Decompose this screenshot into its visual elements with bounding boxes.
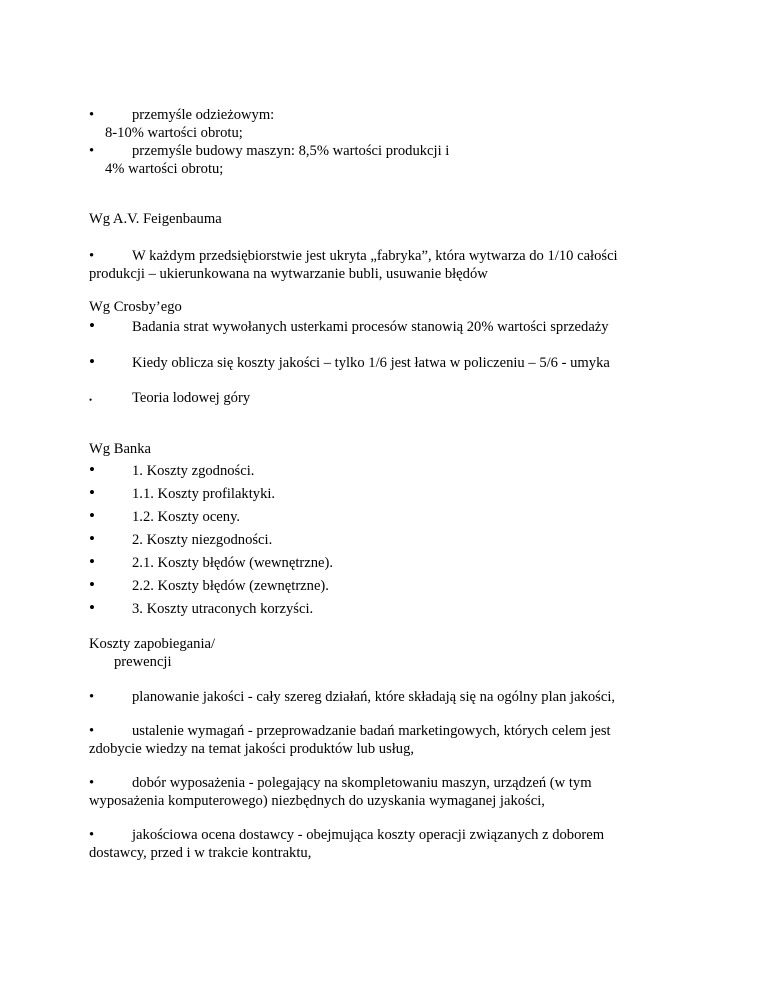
banka-item: 2. Koszty niezgodności. [132,532,273,548]
prevention-item-line1: ustalenie wymagań - przeprowadzanie badań marketingowych, których celem jest [132,723,611,739]
banka-item: 1.1. Koszty profilaktyki. [132,486,276,502]
bullet: • [89,352,95,371]
prevention-item-line2: dostawcy, przed i w trakcie kontraktu, [89,845,312,861]
banka-item: 3. Koszty utraconych korzyści. [132,601,314,617]
bullet: • [89,575,95,594]
banka-item: 1.2. Koszty oceny. [132,509,241,525]
banka-heading: Wg Banka [89,441,152,457]
prevention-item-line1: jakościowa ocena dostawcy - obejmująca koszty operacji związanych z doborem [132,827,605,843]
bullet: • [89,483,95,502]
crosby-item: Badania strat wywołanych usterkami procesów stanowią 20% wartości sprzedaży [132,319,609,335]
bullet: • [89,506,95,525]
bullet: • [89,689,95,705]
bullet: • [89,723,95,739]
prevention-item-line1: planowanie jakości - cały szereg działań, które składają się na ogólny plan jakości, [132,689,616,705]
industry-item-line1: przemyśle budowy maszyn: 8,5% wartości produkcji i [132,143,450,159]
prevention-heading-line2: prewencji [114,654,172,670]
crosby-item: Teoria lodowej góry [132,390,251,406]
banka-item: 1. Koszty zgodności. [132,463,255,479]
bullet: • [89,552,95,571]
bullet: • [89,316,95,335]
feigenbaum-line1: W każdym przedsiębiorstwie jest ukryta „fabryka”, która wytwarza do 1/10 całości [132,248,618,264]
crosby-heading: Wg Crosby’ego [89,299,182,315]
feigenbaum-line2: produkcji – ukierunkowana na wytwarzanie bubli, usuwanie błędów [89,266,488,282]
prevention-heading-line1: Koszty zapobiegania/ [89,636,216,652]
bullet: • [89,395,93,405]
prevention-item-line1: dobór wyposażenia - polegający na skompletowaniu maszyn, urządzeń (w tym [132,775,592,791]
industry-item-line2: 4% wartości obrotu; [105,161,224,177]
bullet: • [89,775,95,791]
bullet: • [89,827,95,843]
industry-item-line2: 8-10% wartości obrotu; [105,125,243,141]
bullet: • [89,598,95,617]
bullet: • [89,143,95,159]
bullet: • [89,529,95,548]
feigenbaum-heading: Wg A.V. Feigenbauma [89,211,222,227]
bullet: • [89,107,95,123]
prevention-item-line2: wyposażenia komputerowego) niezbędnych do uzyskania wymaganej jakości, [89,793,545,809]
bullet: • [89,460,95,479]
prevention-item-line2: zdobycie wiedzy na temat jakości produktów lub usług, [89,741,415,757]
banka-item: 2.1. Koszty błędów (wewnętrzne). [132,555,334,571]
industry-item-line1: przemyśle odzieżowym: [132,107,275,123]
bullet: • [89,248,95,264]
banka-item: 2.2. Koszty błędów (zewnętrzne). [132,578,329,594]
crosby-item: Kiedy oblicza się koszty jakości – tylko 1/6 jest łatwa w policzeniu – 5/6 - umyka [132,355,610,371]
